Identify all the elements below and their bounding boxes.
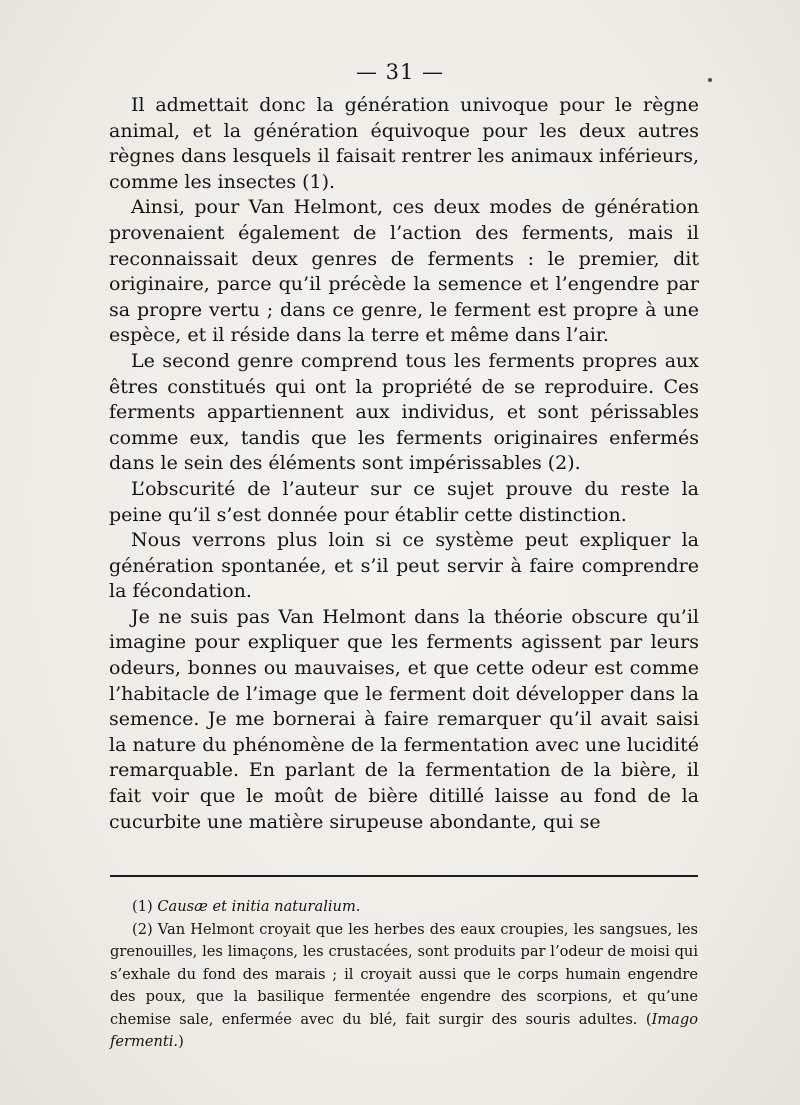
paragraph: Il admettait donc la génération univoque pour le règne animal, et la génération équivoque pour les deux autres règnes dans lesquels il faisait rentrer les animaux inférieurs, comme les insectes (1). — [109, 94, 699, 193]
footnotes — [110, 896, 698, 1054]
footnote-source-close: ) — [178, 1033, 184, 1050]
ink-speck — [708, 78, 712, 82]
footnote-marker: (1) — [132, 898, 153, 915]
footnote-title: Causæ et initia naturalium. — [157, 898, 361, 915]
footnote-marker: (2) — [132, 920, 153, 938]
footnote-source-open: ( — [645, 1010, 652, 1028]
paragraph: Le second genre comprend tous les ferments propres aux êtres constitués qui ont la propriété de se reproduire. Ces ferments appartiennent aux individus, et sont périssables comme eux, tandis que les ferments originaires enfermés dans le sein des éléments sont impérissables (2). — [109, 349, 699, 475]
paragraph: Je ne suis pas Van Helmont dans la théorie obscure qu’il imagine pour expliquer que les ferments agissent par leurs odeurs, bonnes ou mauvaises, et que cette odeur est comme l’habitacle de l’image que le ferment doit développer dans la semence. Je me bornerai à faire remarquer qu’il avait saisi la nature du phénomène de la fermentation avec une lucidité remarquable. En parlant de la fermentation de la bière, il fait voir que le moût de bière ditillé laisse au fond de la cucurbite une matière sirupeuse abondante, qui se — [109, 605, 699, 833]
paragraph: L’obscurité de l’auteur sur ce sujet prouve du reste la peine qu’il s’est donnée pour établir cette distinction. — [109, 477, 699, 526]
footnote-source: Imago fermenti. — [110, 1010, 698, 1050]
footnote-1 — [110, 896, 698, 919]
footnote-2 — [110, 919, 698, 1054]
main-text — [109, 93, 699, 835]
paragraph: Nous verrons plus loin si ce système peut expliquer la génération spontanée, et s’il peut servir à faire comprendre la fécondation. — [109, 529, 699, 603]
paragraph: Ainsi, pour Van Helmont, ces deux modes de génération provenaient également de l’action des ferments, mais il reconnaissait deux genres de ferments : le premier, dit originaire, parce qu’il précède la semence et l’engendre par sa propre vertu ; dans ce genre, le ferment est propre à une espèce, et il réside dans la terre et même dans l’air. — [109, 196, 699, 347]
page-number: — 31 — — [355, 60, 445, 84]
footnote-text: Van Helmont croyait que les herbes des eaux croupies, les sangsues, les grenouilles, les limaçons, les crustacées, sont produits par l’odeur de moisi qui s’exhale du fond des marais ; il croyait aussi que le corps humain engendre des poux, que la basilique fermentée engendre des scorpions, et qu’une chemise sale, enfermée avec du blé, fait surgir des souris adultes. — [110, 920, 698, 1028]
footnote-divider — [110, 875, 698, 877]
